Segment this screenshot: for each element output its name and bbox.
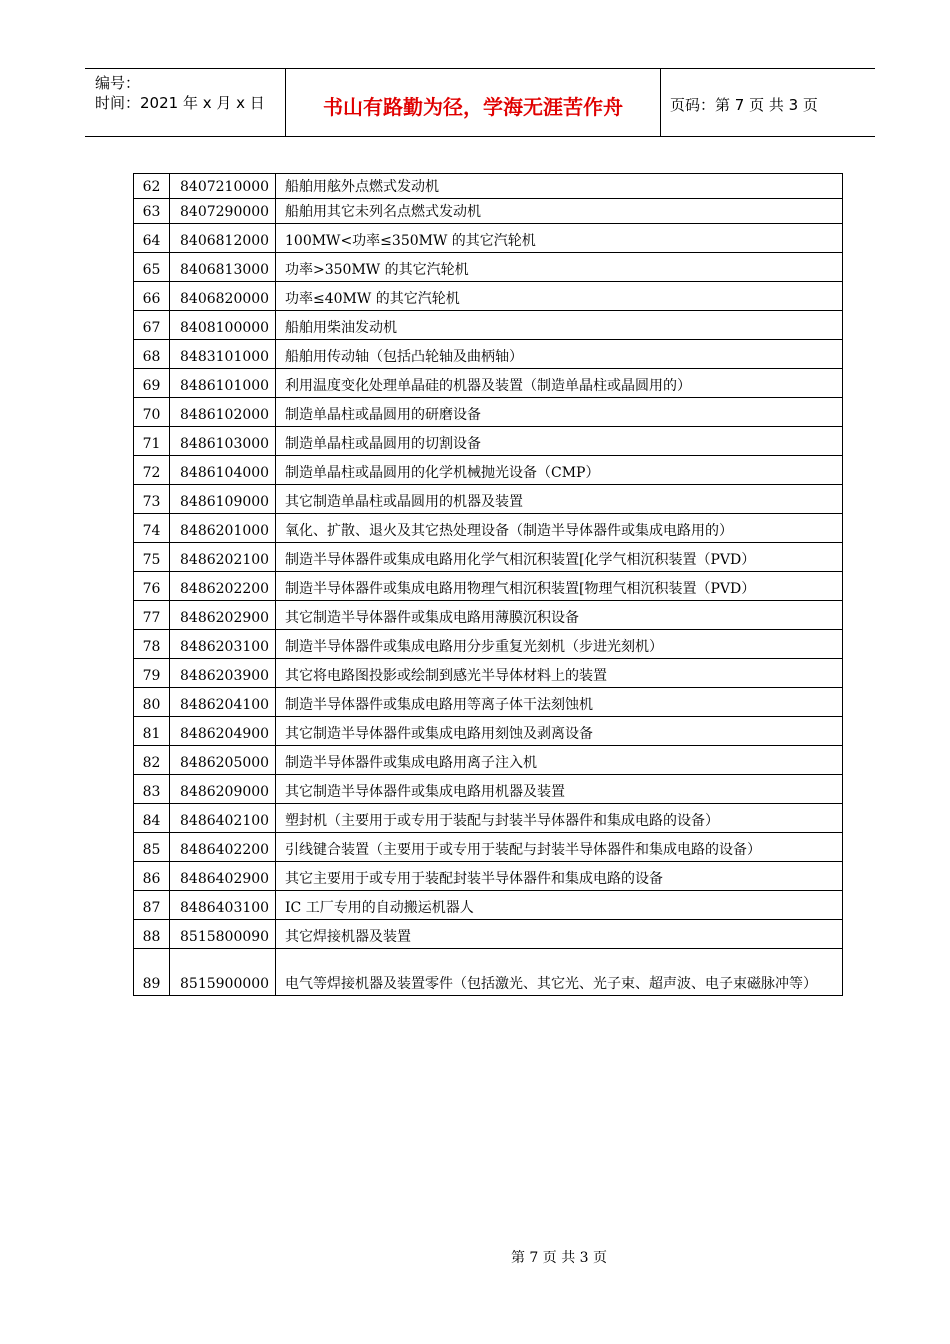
table-row bbox=[134, 746, 843, 775]
table-row bbox=[134, 717, 843, 746]
table-row bbox=[134, 340, 843, 369]
item-description: 船舶用其它未列名点燃式发动机 bbox=[276, 199, 843, 224]
table-row bbox=[134, 174, 843, 199]
commodity-code: 8483101000 bbox=[170, 340, 276, 369]
commodity-code: 8486204900 bbox=[170, 717, 276, 746]
row-number: 78 bbox=[134, 630, 170, 659]
table-body bbox=[134, 174, 843, 996]
table-row bbox=[134, 199, 843, 224]
row-number: 72 bbox=[134, 456, 170, 485]
row-number: 68 bbox=[134, 340, 170, 369]
row-number: 77 bbox=[134, 601, 170, 630]
commodity-code: 8486104000 bbox=[170, 456, 276, 485]
item-description: 制造单晶柱或晶圆用的化学机械抛光设备（CMP） bbox=[276, 456, 843, 485]
commodity-code: 8486202100 bbox=[170, 543, 276, 572]
row-number: 83 bbox=[134, 775, 170, 804]
table-row bbox=[134, 224, 843, 253]
table-row bbox=[134, 572, 843, 601]
commodity-code: 8486203100 bbox=[170, 630, 276, 659]
commodity-code: 8486402900 bbox=[170, 862, 276, 891]
row-number: 69 bbox=[134, 369, 170, 398]
row-number: 71 bbox=[134, 427, 170, 456]
row-number: 84 bbox=[134, 804, 170, 833]
row-number: 88 bbox=[134, 920, 170, 949]
commodity-code: 8486109000 bbox=[170, 485, 276, 514]
row-number: 86 bbox=[134, 862, 170, 891]
item-description: 制造单晶柱或晶圆用的切割设备 bbox=[276, 427, 843, 456]
row-number: 67 bbox=[134, 311, 170, 340]
item-description: 船舶用柴油发动机 bbox=[276, 311, 843, 340]
table-row bbox=[134, 282, 843, 311]
commodity-code: 8407210000 bbox=[170, 174, 276, 199]
row-number: 79 bbox=[134, 659, 170, 688]
table-row bbox=[134, 311, 843, 340]
document-time-label: 时间：2021 年 x 月 x 日 bbox=[95, 94, 265, 112]
table-row bbox=[134, 804, 843, 833]
row-number: 62 bbox=[134, 174, 170, 199]
item-description: 其它制造半导体器件或集成电路用薄膜沉积设备 bbox=[276, 601, 843, 630]
row-number: 89 bbox=[134, 949, 170, 996]
table-row bbox=[134, 485, 843, 514]
header-page-number: 页码：第 7 页 共 3 页 bbox=[670, 96, 818, 114]
item-description: 氧化、扩散、退火及其它热处理设备（制造半导体器件或集成电路用的） bbox=[276, 514, 843, 543]
table-row bbox=[134, 543, 843, 572]
header-divider bbox=[660, 69, 661, 136]
item-description: 制造半导体器件或集成电路用物理气相沉积装置[物理气相沉积装置（PVD） bbox=[276, 572, 843, 601]
table-row bbox=[134, 688, 843, 717]
item-description: 制造半导体器件或集成电路用分步重复光刻机（步进光刻机） bbox=[276, 630, 843, 659]
table-row bbox=[134, 456, 843, 485]
commodity-code: 8486402100 bbox=[170, 804, 276, 833]
commodity-code: 8407290000 bbox=[170, 199, 276, 224]
header-motto: 书山有路勤为径，学海无涯苦作舟 bbox=[323, 95, 623, 119]
row-number: 73 bbox=[134, 485, 170, 514]
table-row bbox=[134, 775, 843, 804]
item-description: 功率≤40MW 的其它汽轮机 bbox=[276, 282, 843, 311]
item-description: 100MW<功率≤350MW 的其它汽轮机 bbox=[276, 224, 843, 253]
row-number: 65 bbox=[134, 253, 170, 282]
item-description: 制造半导体器件或集成电路用等离子体干法刻蚀机 bbox=[276, 688, 843, 717]
commodity-code: 8486402200 bbox=[170, 833, 276, 862]
header-meta bbox=[95, 73, 285, 113]
row-number: 66 bbox=[134, 282, 170, 311]
item-description: 其它制造半导体器件或集成电路用机器及装置 bbox=[276, 775, 843, 804]
commodity-code: 8486203900 bbox=[170, 659, 276, 688]
table-row bbox=[134, 601, 843, 630]
commodity-code: 8515800090 bbox=[170, 920, 276, 949]
item-description: 塑封机（主要用于或专用于装配与封装半导体器件和集成电路的设备） bbox=[276, 804, 843, 833]
row-number: 82 bbox=[134, 746, 170, 775]
item-description: 电气等焊接机器及装置零件（包括激光、其它光、光子束、超声波、电子束磁脉冲等） bbox=[276, 949, 843, 996]
table-row bbox=[134, 862, 843, 891]
row-number: 76 bbox=[134, 572, 170, 601]
commodity-code: 8486102000 bbox=[170, 398, 276, 427]
table-row bbox=[134, 369, 843, 398]
table-row bbox=[134, 833, 843, 862]
commodity-code: 8406812000 bbox=[170, 224, 276, 253]
item-description: 船舶用舷外点燃式发动机 bbox=[276, 174, 843, 199]
commodity-code: 8486202200 bbox=[170, 572, 276, 601]
table-row bbox=[134, 427, 843, 456]
page-header bbox=[85, 68, 875, 137]
item-description: 其它将电路图投影或绘制到感光半导体材料上的装置 bbox=[276, 659, 843, 688]
commodity-code: 8515900000 bbox=[170, 949, 276, 996]
row-number: 85 bbox=[134, 833, 170, 862]
row-number: 80 bbox=[134, 688, 170, 717]
table-row bbox=[134, 253, 843, 282]
item-description: 制造半导体器件或集成电路用化学气相沉积装置[化学气相沉积装置（PVD） bbox=[276, 543, 843, 572]
item-description: 引线键合装置（主要用于或专用于装配与封装半导体器件和集成电路的设备） bbox=[276, 833, 843, 862]
item-description: 其它制造单晶柱或晶圆用的机器及装置 bbox=[276, 485, 843, 514]
commodity-code: 8486403100 bbox=[170, 891, 276, 920]
item-description: 功率>350MW 的其它汽轮机 bbox=[276, 253, 843, 282]
commodity-code: 8486202900 bbox=[170, 601, 276, 630]
table-row bbox=[134, 920, 843, 949]
item-description: 其它焊接机器及装置 bbox=[276, 920, 843, 949]
commodity-code: 8406813000 bbox=[170, 253, 276, 282]
row-number: 81 bbox=[134, 717, 170, 746]
table-row bbox=[134, 949, 843, 996]
item-description: 利用温度变化处理单晶硅的机器及装置（制造单晶柱或晶圆用的） bbox=[276, 369, 843, 398]
page-footer: 第 7 页 共 3 页 bbox=[510, 1250, 608, 1266]
document-number-label: 编号： bbox=[95, 74, 141, 92]
commodity-code: 8408100000 bbox=[170, 311, 276, 340]
commodity-code: 8486201000 bbox=[170, 514, 276, 543]
commodity-code: 8486101000 bbox=[170, 369, 276, 398]
commodity-code: 8486209000 bbox=[170, 775, 276, 804]
commodity-code: 8486103000 bbox=[170, 427, 276, 456]
row-number: 70 bbox=[134, 398, 170, 427]
item-description: 其它主要用于或专用于装配封装半导体器件和集成电路的设备 bbox=[276, 862, 843, 891]
commodity-code: 8486205000 bbox=[170, 746, 276, 775]
table-row bbox=[134, 398, 843, 427]
table-row bbox=[134, 891, 843, 920]
commodity-code: 8486204100 bbox=[170, 688, 276, 717]
row-number: 63 bbox=[134, 199, 170, 224]
table-row bbox=[134, 659, 843, 688]
item-description: 其它制造半导体器件或集成电路用刻蚀及剥离设备 bbox=[276, 717, 843, 746]
row-number: 87 bbox=[134, 891, 170, 920]
equipment-code-table bbox=[133, 173, 843, 996]
row-number: 75 bbox=[134, 543, 170, 572]
item-description: 船舶用传动轴（包括凸轮轴及曲柄轴） bbox=[276, 340, 843, 369]
commodity-code: 8406820000 bbox=[170, 282, 276, 311]
item-description: IC 工厂专用的自动搬运机器人 bbox=[276, 891, 843, 920]
table-row bbox=[134, 514, 843, 543]
table-row bbox=[134, 630, 843, 659]
item-description: 制造单晶柱或晶圆用的研磨设备 bbox=[276, 398, 843, 427]
row-number: 64 bbox=[134, 224, 170, 253]
row-number: 74 bbox=[134, 514, 170, 543]
item-description: 制造半导体器件或集成电路用离子注入机 bbox=[276, 746, 843, 775]
